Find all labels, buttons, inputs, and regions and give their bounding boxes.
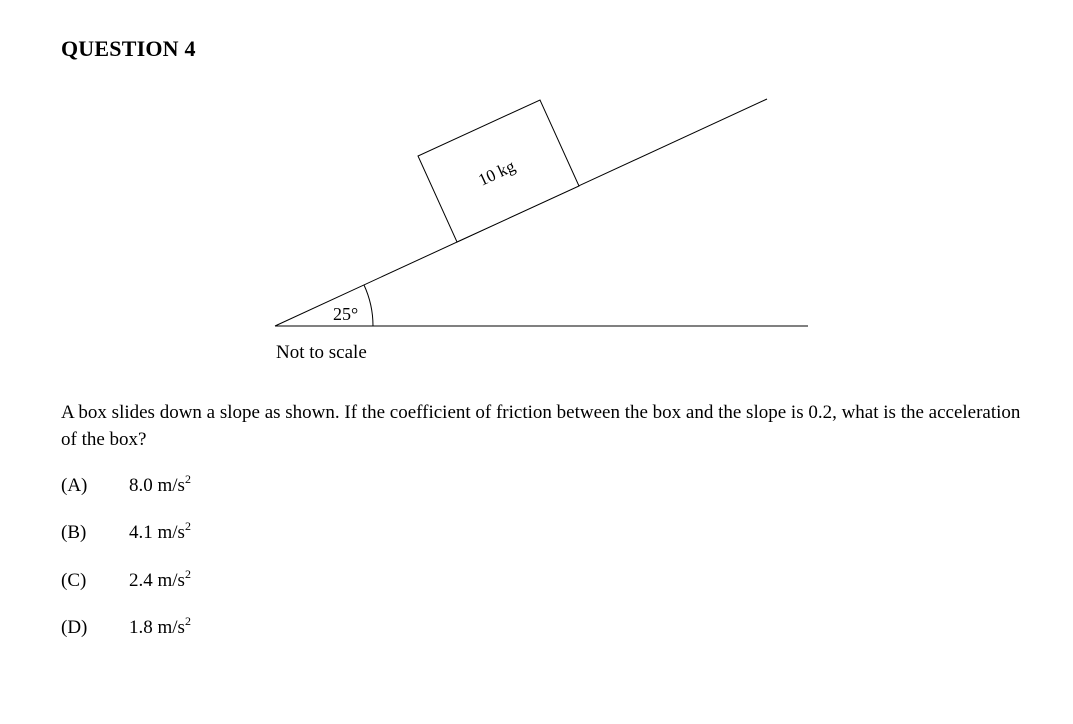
option-letter: (B) bbox=[61, 522, 87, 543]
option-letter: (C) bbox=[61, 570, 87, 591]
option-exponent: 2 bbox=[184, 519, 191, 533]
option-a[interactable] bbox=[61, 472, 191, 497]
question-stem: A box slides down a slope as shown. If the coefficient of friction between the box and the slope is 0.2, what is the acceleration of the box? bbox=[61, 402, 1021, 450]
option-value: 2.4 bbox=[129, 570, 153, 591]
box-mass-label: 10 kg bbox=[475, 156, 519, 190]
angle-arc bbox=[364, 285, 373, 326]
angle-label: 25° bbox=[333, 304, 359, 324]
option-value: 4.1 bbox=[129, 522, 153, 543]
option-exponent: 2 bbox=[184, 472, 191, 486]
option-d[interactable] bbox=[61, 614, 191, 639]
not-to-scale-caption: Not to scale bbox=[276, 342, 367, 363]
option-unit: m/s bbox=[157, 570, 185, 591]
option-b[interactable] bbox=[61, 519, 191, 544]
question-title: QUESTION 4 bbox=[61, 36, 196, 61]
option-exponent: 2 bbox=[184, 567, 191, 581]
option-unit: m/s bbox=[157, 617, 185, 638]
option-letter: (D) bbox=[61, 617, 88, 638]
option-unit: m/s bbox=[157, 522, 185, 543]
option-value: 8.0 bbox=[129, 475, 153, 496]
option-unit: m/s bbox=[157, 475, 185, 496]
option-letter: (A) bbox=[61, 475, 88, 496]
option-value: 1.8 bbox=[129, 617, 153, 638]
option-exponent: 2 bbox=[184, 614, 191, 628]
option-c[interactable] bbox=[61, 567, 191, 592]
